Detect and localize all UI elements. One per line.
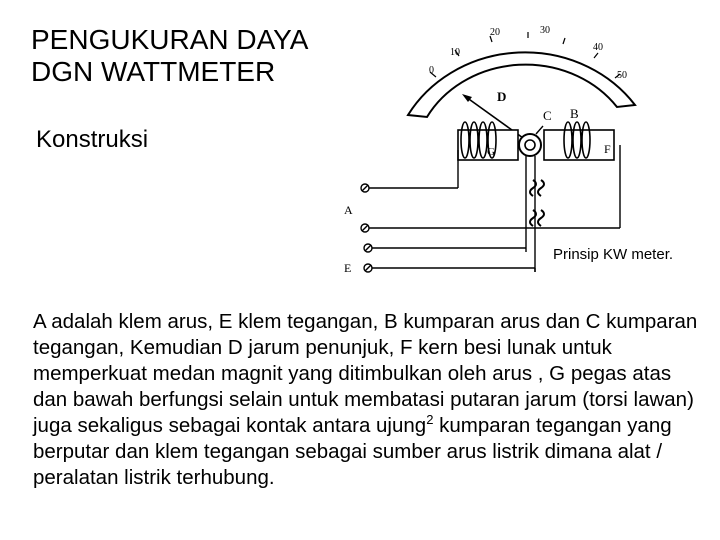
description-superscript: 2 (426, 412, 434, 428)
terminal-e2 (364, 264, 372, 272)
title-line-1: PENGUKURAN DAYA (31, 24, 309, 55)
spring-lower (530, 180, 544, 226)
description-part-1: A adalah klem arus, E klem tegangan, B kumparan arus dan C kumparan tegangan, Kemudian D jarum penunjuk, F kern besi lunak untuk memperkuat medan magnit yang ditimbulkan oleh arus , G pegas atas dan bawah berfungsi selain untuk membatasi putaran jarum (torsi lawan) juga sekaligus sebagai kontak antara ujung (33, 310, 698, 437)
terminal-e1 (364, 244, 372, 252)
title-line-2: DGN WATTMETER (31, 56, 276, 87)
label-d: D (497, 89, 507, 104)
terminal-a2 (361, 224, 369, 232)
label-b: B (570, 106, 579, 121)
label-g: G (487, 146, 495, 158)
moving-coil-inner (525, 140, 535, 150)
description-paragraph (33, 309, 708, 491)
label-e: E (344, 261, 352, 275)
meter-scale-arc (408, 52, 635, 117)
diagram-caption: Prinsip KW meter. (553, 246, 674, 263)
scale-tick-10: 10 (450, 47, 460, 58)
label-c: C (543, 108, 552, 123)
scale-tick-40: 40 (593, 42, 603, 53)
terminal-a (361, 184, 369, 192)
section-subtitle: Konstruksi (36, 126, 149, 153)
scale-tick-20: 20 (490, 27, 500, 38)
scale-tick-50: 50 (617, 70, 627, 81)
scale-tick-0: 0 (429, 65, 434, 76)
label-f: F (604, 142, 611, 156)
description-part-2: kumparan tegangan yang berputar dan klem tegangan sebagai sumber arus listrik dimana alat / peralatan listrik terhubung. (33, 414, 672, 489)
label-a: A (344, 203, 353, 217)
page-title (31, 24, 308, 88)
scale-tick-30: 30 (540, 25, 550, 36)
